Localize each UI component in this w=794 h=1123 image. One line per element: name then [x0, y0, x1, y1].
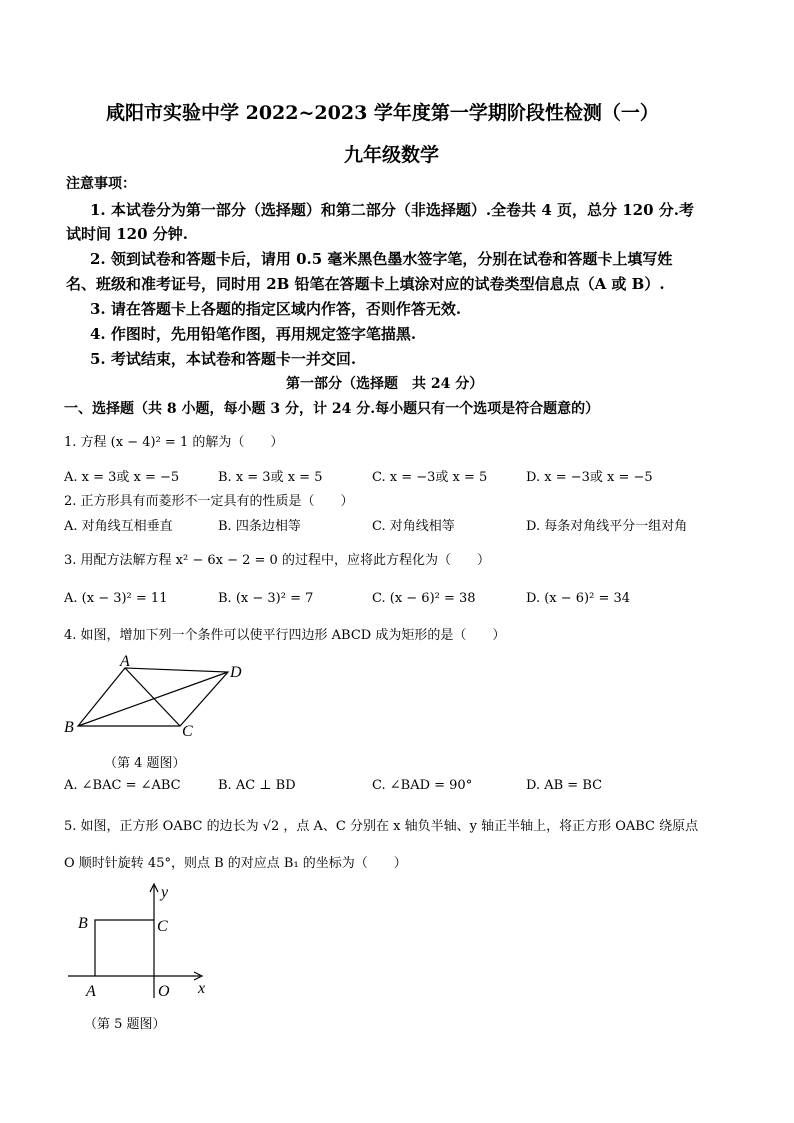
exam-title: 咸阳市实验中学 2022~2023 学年度第一学期阶段性检测（一） [106, 102, 659, 124]
q3-option-a: A. (x − 3)² = 11 [64, 591, 168, 606]
notice-item-4: 4. 作图时，先用铅笔作图，再用规定签字笔描黑. [90, 325, 417, 343]
notice-item-2a: 2. 领到试卷和答题卡后，请用 0.5 毫米黑色墨水签字笔，分别在试卷和答题卡上填写姓 [90, 250, 673, 268]
label-c: C [182, 723, 193, 740]
square-oabc [95, 920, 154, 976]
notice-item-1a: 1. 本试卷分为第一部分（选择题）和第二部分（非选择题）.全卷共 4 页，总分 120 分.考 [90, 201, 694, 219]
notice-heading: 注意事项： [66, 176, 136, 192]
q4-option-d: D. AB = BC [526, 778, 603, 793]
q1-stem: 1. 方程 (x − 4)² = 1 的解为（ ） [64, 435, 284, 450]
label-a: A [86, 983, 96, 1000]
q4-option-c: C. ∠BAD = 90° [372, 778, 473, 793]
q4-stem: 4. 如图，增加下列一个条件可以使平行四边形 ABCD 成为矩形的是（ ） [64, 628, 506, 643]
q2-option-d: D. 每条对角线平分一组对角 [526, 519, 688, 534]
label-b: B [64, 719, 74, 736]
label-y: y [161, 884, 169, 901]
q4-figure-caption: （第 4 题图） [104, 756, 186, 771]
notice-item-1b: 试时间 120 分钟. [66, 225, 188, 243]
label-b: B [78, 915, 88, 932]
q3-option-c: C. (x − 6)² = 38 [372, 591, 476, 606]
label-x: x [198, 980, 206, 997]
q1-option-d: D. x = −3或 x = −5 [526, 470, 653, 485]
q1-option-b: B. x = 3或 x = 5 [218, 470, 323, 485]
q2-option-c: C. 对角线相等 [372, 519, 455, 534]
label-o: O [158, 983, 170, 1000]
q2-option-a: A. 对角线互相垂直 [64, 519, 173, 534]
part1-heading: 第一部分（选择题 共 24 分） [286, 376, 484, 392]
q3-stem: 3. 用配方法解方程 x² − 6x − 2 = 0 的过程中，应将此方程化为（ ） [64, 553, 490, 568]
notice-item-3: 3. 请在答题卡上各题的指定区域内作答，否则作答无效. [90, 300, 462, 318]
label-d: D [230, 664, 242, 681]
label-c: C [157, 918, 168, 935]
q1-option-c: C. x = −3或 x = 5 [372, 470, 488, 485]
label-a: A [120, 653, 130, 670]
notice-item-2b: 名、班级和准考证号，同时用 2B 铅笔在答题卡上填涂对应的试卷类型信息点（A 或 B）. [66, 275, 665, 293]
q5-square-figure [60, 880, 220, 1005]
notice-item-5: 5. 考试结束，本试卷和答题卡一并交回. [90, 350, 357, 368]
q2-stem: 2. 正方形具有而菱形不一定具有的性质是（ ） [64, 494, 354, 509]
q4-parallelogram-figure [60, 650, 250, 742]
diagonal-ac [125, 668, 180, 726]
q4-option-b: B. AC ⊥ BD [218, 778, 296, 793]
exam-subtitle: 九年级数学 [344, 144, 440, 166]
section1-heading: 一、选择题（共 8 小题，每小题 3 分，计 24 分.每小题只有一个选项是符合题意的） [64, 401, 600, 417]
q1-option-a: A. x = 3或 x = −5 [64, 470, 180, 485]
q2-option-b: B. 四条边相等 [218, 519, 301, 534]
q3-option-d: D. (x − 6)² = 34 [526, 591, 631, 606]
q4-option-a: A. ∠BAC = ∠ABC [64, 778, 181, 793]
q3-option-b: B. (x − 3)² = 7 [218, 591, 314, 606]
q5-stem-line2: O 顺时针旋转 45°，则点 B 的对应点 B₁ 的坐标为（ ） [64, 856, 407, 871]
q5-figure-caption: （第 5 题图） [84, 1017, 166, 1032]
q5-stem-line1: 5. 如图，正方形 OABC 的边长为 √2 ，点 A、C 分别在 x 轴负半轴、y 轴正半轴上，将正方形 OABC 绕原点 [64, 819, 699, 834]
